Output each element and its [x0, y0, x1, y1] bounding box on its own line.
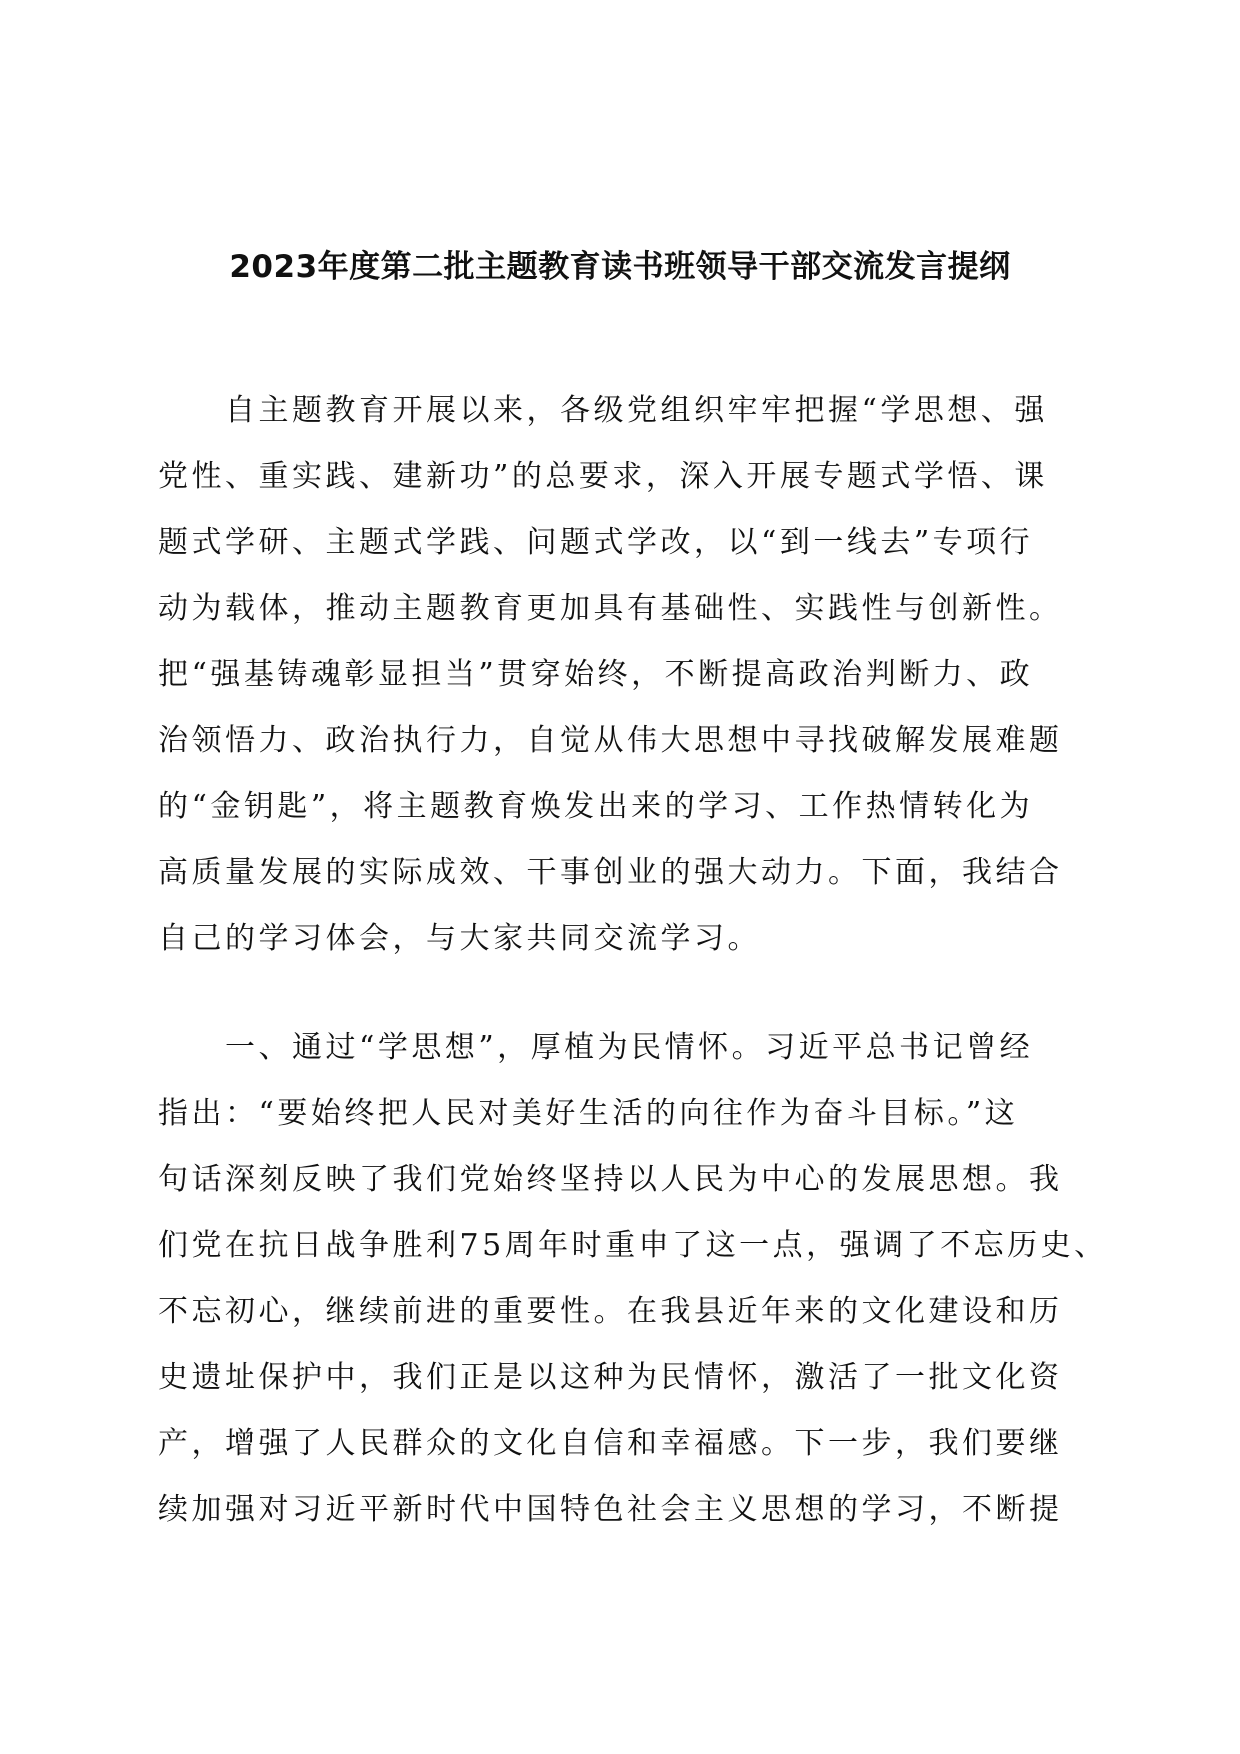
paragraph-line: 史遗址保护中，我们正是以这种为民情怀，激活了一批文化资 — [158, 1360, 1063, 1395]
paragraph-line: 党性、重实践、建新功”的总要求，深入开展专题式学悟、课 — [158, 459, 1048, 494]
paragraph-line: 题式学研、主题式学践、问题式学改，以“到一线去”专项行 — [158, 525, 1034, 560]
paragraph-line: 们党在抗日战争胜利75周年时重申了这一点，强调了不忘历史、 — [158, 1228, 1108, 1263]
paragraph-line: 高质量发展的实际成效、干事创业的强大动力。下面，我结合 — [158, 855, 1063, 890]
paragraph-line: 动为载体，推动主题教育更加具有基础性、实践性与创新性。 — [158, 591, 1063, 626]
paragraph-line: 把“强基铸魂彰显担当”贯穿始终，不断提高政治判断力、政 — [158, 657, 1034, 692]
paragraph-line: 自己的学习体会，与大家共同交流学习。 — [158, 921, 761, 956]
paragraph-line: 指出：“要始终把人民对美好生活的向往作为奋斗目标。”这 — [158, 1096, 1019, 1131]
paragraph-line: 句话深刻反映了我们党始终坚持以人民为中心的发展思想。我 — [158, 1162, 1063, 1197]
paragraph-line: 的“金钥匙”，将主题教育焕发出来的学习、工作热情转化为 — [158, 789, 1034, 824]
paragraph-line: 治领悟力、政治执行力，自觉从伟大思想中寻找破解发展难题 — [158, 723, 1063, 758]
paragraph-line: 一、通过“学思想”，厚植为民情怀。习近平总书记曾经 — [158, 1030, 1034, 1065]
document-title: 2023年度第二批主题教育读书班领导干部交流发言提纲 — [229, 249, 1011, 285]
paragraph-line: 不忘初心，继续前进的重要性。在我县近年来的文化建设和历 — [158, 1294, 1063, 1329]
paragraph-line: 续加强对习近平新时代中国特色社会主义思想的学习，不断提 — [158, 1492, 1063, 1527]
paragraph-line: 产，增强了人民群众的文化自信和幸福感。下一步，我们要继 — [158, 1426, 1063, 1461]
paragraph-line: 自主题教育开展以来，各级党组织牢牢把握“学思想、强 — [158, 393, 1048, 428]
paragraph-section-one — [158, 1015, 1108, 1543]
paragraph-intro — [158, 378, 1098, 972]
